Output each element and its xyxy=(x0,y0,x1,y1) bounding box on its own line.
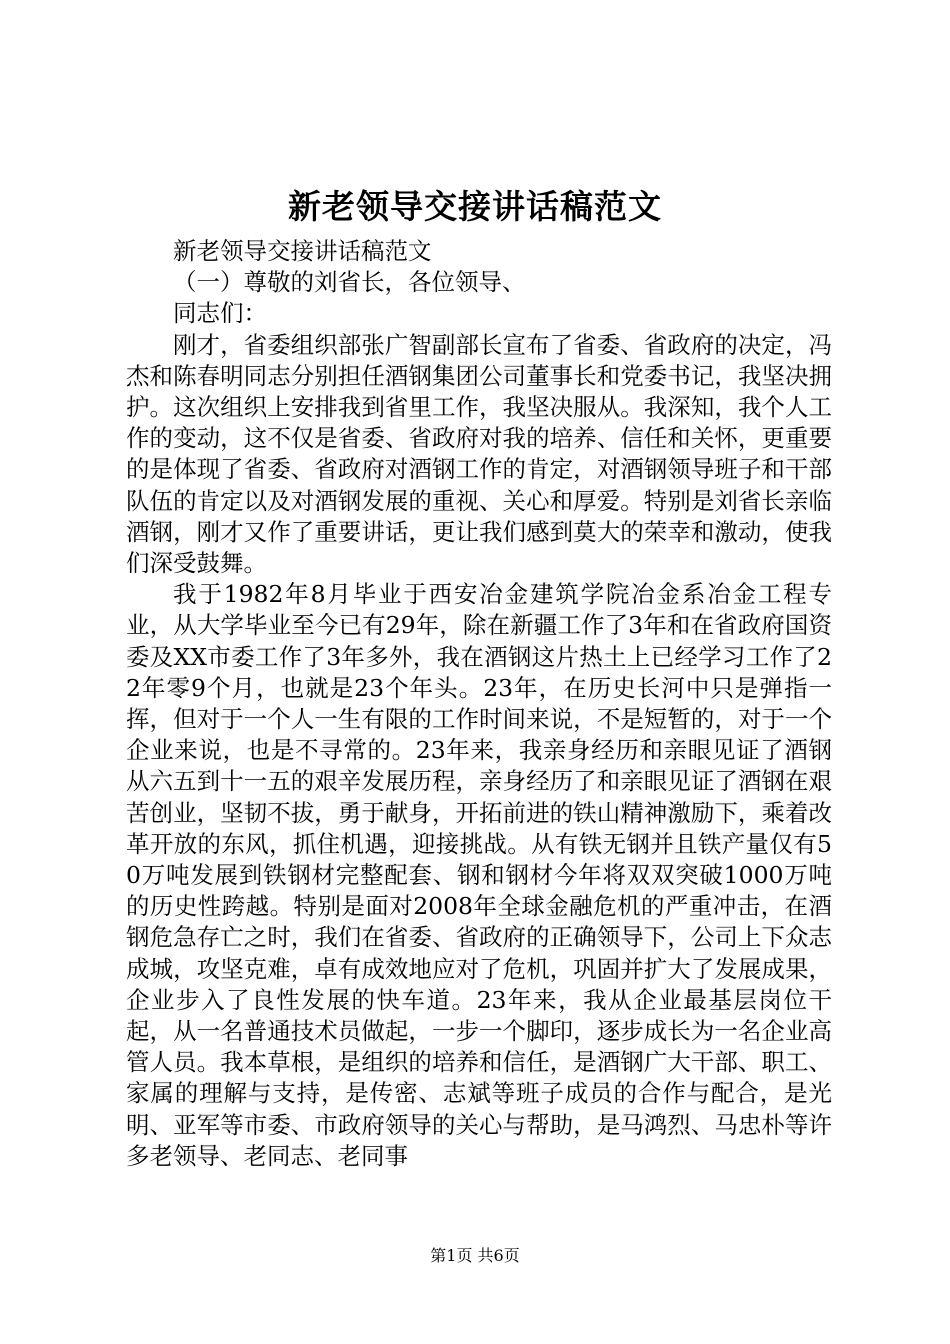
body-paragraph: 刚才，省委组织部张广智副部长宣布了省委、省政府的决定，冯杰和陈春明同志分别担任酒钢集团公司董事长和党委书记，我坚决拥护。这次组织上安排我到省里工作，我坚决服从。我深知，我个人工作的变动，这不仅是省委、省政府对我的培养、信任和关怀，更重要的是体现了省委、省政府对酒钢工作的肯定，对酒钢领导班子和干部队伍的肯定以及对酒钢发展的重视、关心和厚爱。特别是刘省长亲临酒钢，刚才又作了重要讲话，更让我们感到莫大的荣幸和激动，使我们深受鼓舞。 xyxy=(126,330,832,578)
document-title: 新老领导交接讲话稿范文 xyxy=(288,187,662,226)
body-paragraph-greeting: 同志们： xyxy=(173,299,267,328)
body-paragraph-salutation: （一）尊敬的刘省长，各位领导、 xyxy=(173,268,526,297)
body-paragraph: 我于1982年8月毕业于西安冶金建筑学院冶金系冶金工程专业，从大学毕业至今已有29年，除在新疆工作了3年和在省政府国资委及XX市委工作了3年多外，我在酒钢这片热土上已经学习工作了22年零9个月，也就是23个年头。23年，在历史长河中只是弹指一挥，但对于一个人一生有限的工作时间来说，不是短暂的，对于一个企业来说，也是不寻常的。23年来，我亲身经历和亲眼见证了酒钢从六五到十一五的艰辛发展历程，亲身经历了和亲眼见证了酒钢在艰苦创业，坚韧不拔，勇于献身，开拓前进的铁山精神激励下，乘着改革开放的东风，抓住机遇，迎接挑战。从有铁无钢并且铁产量仅有50万吨发展到铁钢材完整配套、钢和钢材今年将双双突破1000万吨的历史性跨越。特别是面对2008年全球金融危机的严重冲击，在酒钢危急存亡之时，我们在省委、省政府的正确领导下，公司上下众志成城，攻坚克难，卓有成效地应对了危机，巩固并扩大了发展成果，企业步入了良性发展的快车道。23年来，我从企业最基层岗位干起，从一名普通技术员做起，一步一个脚印，逐步成长为一名企业高管人员。我本草根，是组织的培养和信任，是酒钢广大干部、职工、家属的理解与支持，是传密、志斌等班子成员的合作与配合，是光明、亚军等市委、市政府领导的关心与帮助，是马鸿烈、马忠朴等许多老领导、老同志、老同事 xyxy=(126,580,832,1170)
page-footer: 第1页 共6页 xyxy=(430,1246,520,1265)
document-body xyxy=(126,236,832,1172)
body-paragraph-subtitle: 新老领导交接讲话稿范文 xyxy=(173,237,432,265)
